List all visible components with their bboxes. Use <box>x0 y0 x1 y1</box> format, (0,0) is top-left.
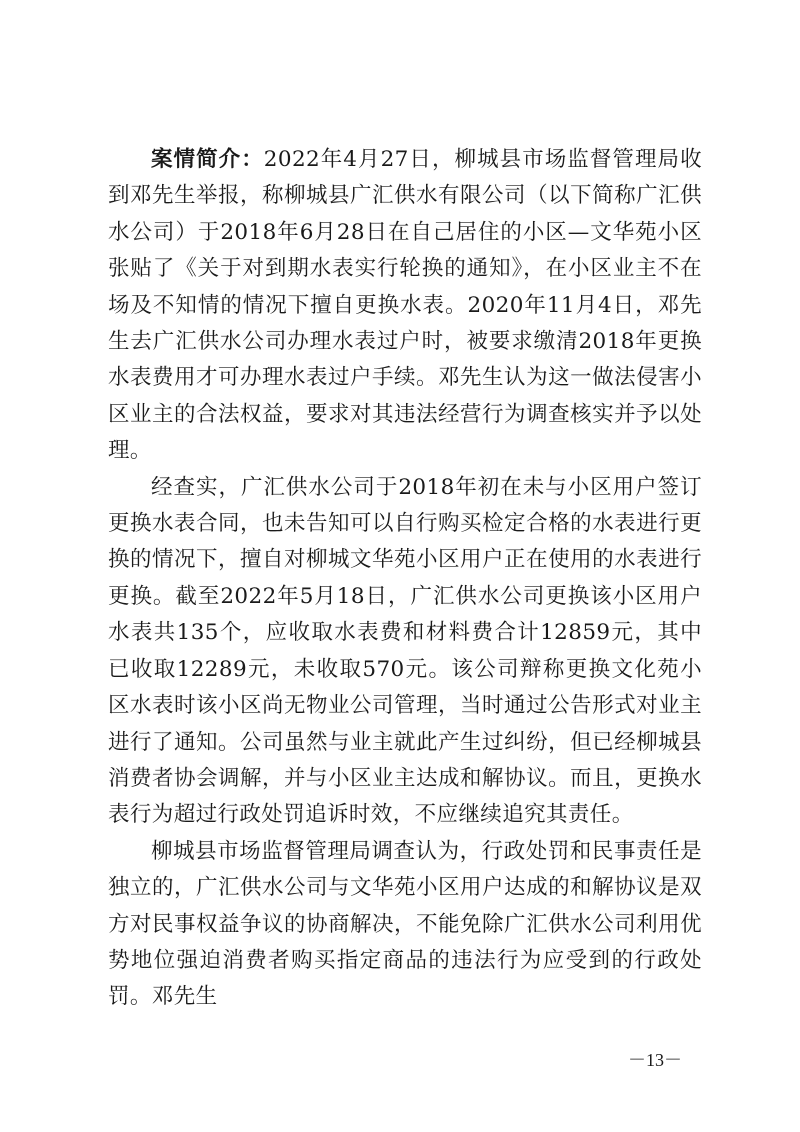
paragraph-case-summary <box>108 142 702 470</box>
paragraph-finding <box>108 834 702 1016</box>
paragraph-text: 2022年4月27日，柳城县市场监督管理局收到邓先生举报，称柳城县广汇供水有限公司（以下简称广汇供水公司）于2018年6月28日在自己居住的小区—文华苑小区张贴了《关于对到期水表实行轮换的通知》，在小区业主不在场及不知情的情况下擅自更换水表。2020年11月4日，邓先生去广汇供水公司办理水表过户时，被要求缴清2018年更换水表费用才可办理水表过户手续。邓先生认为这一做法侵害小区业主的合法权益，要求对其违法经营行为调查核实并予以处理。 <box>108 147 702 464</box>
paragraph-lead-label: 案情简介： <box>151 147 264 172</box>
paragraph-text: 柳城县市场监督管理局调查认为，行政处罚和民事责任是独立的，广汇供水公司与文华苑小区用户达成的和解协议是双方对民事权益争议的协商解决，不能免除广汇供水公司利用优势地位强迫消费者购买指定商品的违法行为应受到的行政处罚。邓先生 <box>108 838 702 1010</box>
document-body <box>108 142 702 1016</box>
page-number: －13－ <box>628 1050 682 1070</box>
paragraph-text: 经查实，广汇供水公司于2018年初在未与小区用户签订更换水表合同，也未告知可以自行购买检定合格的水表进行更换的情况下，擅自对柳城文华苑小区用户正在使用的水表进行更换。截至2022年5月18日，广汇供水公司更换该小区用户水表共135个，应收取水表费和材料费合计12859元，其中已收取12289元，未收取570元。该公司辩称更换文化苑小区水表时该小区尚无物业公司管理，当时通过公告形式对业主进行了通知。公司虽然与业主就此产生过纠纷，但已经柳城县消费者协会调解，并与小区业主达成和解协议。而且，更换水表行为超过行政处罚追诉时效，不应继续追究其责任。 <box>108 474 702 828</box>
paragraph-investigation <box>108 470 702 834</box>
